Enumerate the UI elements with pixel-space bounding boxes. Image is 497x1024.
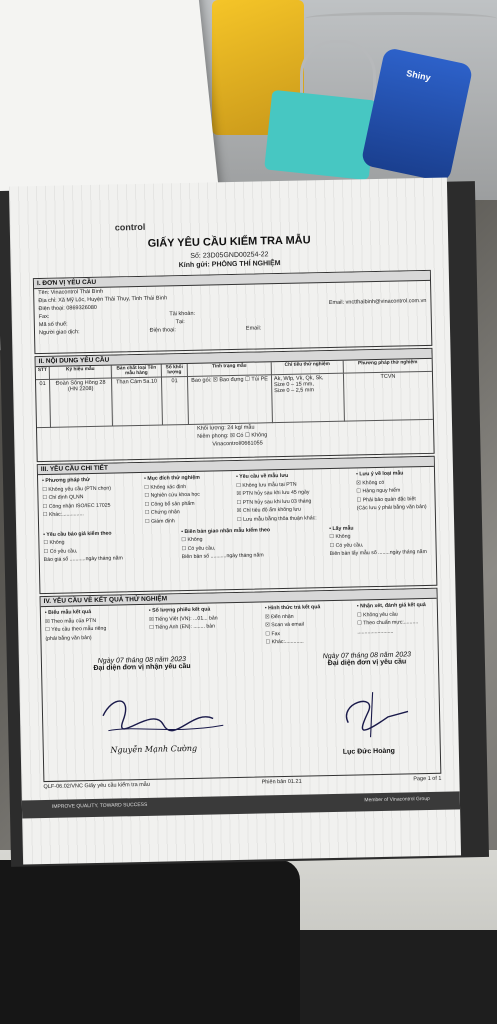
row-sample: Đoàn Sông Hồng 28 (HN 2208): [50, 379, 113, 428]
method-opt-4: ☐ Khác:...............: [42, 511, 84, 519]
handover-opt-1: ☐ Không: [181, 536, 203, 544]
copies-vn: ☒ Tiếng Việt (VN): ...01... bản: [148, 614, 218, 623]
dark-object: [0, 860, 300, 1024]
company-name: Tên: Vinacontrol Thái Bình: [38, 288, 104, 297]
purpose-title: • Mục đích thử nghiệm: [144, 474, 200, 482]
evaluation-opt-1: ☐ Không yêu cầu: [356, 611, 398, 619]
section-header: II. NỘI DUNG YÊU CẦU: [36, 349, 432, 367]
sampling-opt-2: ☐ Có yêu cầu,: [329, 542, 364, 549]
document-title: GIẤY YÊU CẦU KIỂM TRA MẪU: [147, 234, 311, 250]
sample-note-opt-4: (Các lưu ý phải bằng văn bản): [356, 504, 427, 512]
section-header: III. YÊU CẦU CHI TIẾT: [38, 457, 434, 475]
right-signer-name: Lục Đức Hoàng: [342, 747, 395, 756]
company-address: Địa chỉ: Xã Mỹ Lộc, Huyện Thái Thụy, Tỉnh Thái Bình: [38, 295, 168, 305]
row-tests: Ak, Wlp, Vk, Qk, Sk,: [273, 375, 324, 383]
right-sign-title: Đại diện đơn vị yêu cầu: [327, 658, 407, 668]
purpose-opt-2: ☐ Nghiên cứu khoa học: [144, 491, 200, 500]
evaluation-title: • Nhận xét, đánh giá kết quả: [356, 602, 426, 610]
left-signer-name: Nguyễn Mạnh Cường: [110, 743, 198, 755]
retention-opt-5: ☐ Lưu mẫu bằng thỏa thuận khác:: [236, 515, 317, 523]
sample-seal: Niêm phong: ☒ Có ☐ Không: [197, 432, 268, 440]
handover-number: Biên bản số ...........ngày tháng năm: [181, 552, 264, 561]
col-stt: STT: [36, 367, 50, 380]
sampling-opt-1: ☐ Không: [329, 533, 351, 541]
sampling-title: • Lấy mẫu: [329, 525, 354, 532]
request-form-document: [9, 177, 461, 864]
handover-opt-2: ☐ Có yêu cầu,: [181, 545, 216, 552]
section-requester: [33, 270, 433, 354]
col-tests: Chỉ tiêu thử nghiệm: [272, 361, 344, 376]
company-logo: control: [114, 221, 146, 233]
sample-note-opt-3: ☐ Phải bảo quản đặc biệt: [356, 495, 416, 504]
row-status: Bao gói: ☒ Bao đựng ☐ Túi PE: [188, 375, 273, 425]
method-opt-3: ☐ Công nhận ISO/IEC 17025: [42, 502, 111, 510]
quote-title: • Yêu cầu báo giá kiểm theo: [43, 530, 112, 538]
delivery-opt-3: ☐ Fax: [265, 630, 281, 638]
form-title: • Biểu mẫu kết quả: [44, 609, 92, 617]
company-bank: Tại:: [175, 319, 185, 326]
form-note: (phải bằng văn bản): [45, 634, 92, 642]
cable: [305, 12, 497, 25]
retention-opt-1: ☐ Không lưu mẫu tại PTN: [236, 481, 297, 489]
company-fax: Fax:: [38, 313, 50, 321]
form-opt-1: ☒ Theo mẫu của PTN: [45, 617, 97, 625]
row-qty: 01: [162, 377, 189, 426]
sample-code: Vinacontrol/0661055: [212, 440, 263, 448]
retention-opt-3: ☐ PTN hủy sau khi lưu 03 tháng: [236, 498, 312, 506]
method-opt-1: ☐ Không yêu cầu (PTN chọn): [42, 485, 112, 493]
contact-email: Email:: [245, 325, 262, 332]
sample-note-title: • Lưu ý về loại mẫu: [355, 470, 404, 478]
row-method: TCVN: [344, 372, 433, 422]
right-signature-mark: [327, 681, 418, 743]
col-method: Phương pháp thử nghiệm: [344, 359, 432, 374]
retention-opt-2: ☒ PTN hủy sau khi lưu 45 ngày: [236, 489, 310, 498]
handover-title: • Biên bản giao nhận mẫu kiểm theo: [181, 526, 271, 535]
row-size-1: Size 0 – 15 mm,: [274, 381, 314, 389]
member-text: Member of Vinacontrol Group: [364, 795, 430, 804]
sampling-number: Biên bản lấy mẫu số ........ngày tháng năm: [329, 549, 427, 558]
table-row: [36, 372, 433, 428]
footer-page: Page 1 of 1: [413, 775, 442, 783]
purpose-opt-1: ☐ Không xác định: [144, 483, 187, 491]
purpose-opt-3: ☐ Công bố sản phẩm: [144, 500, 195, 508]
copies-title: • Số lượng phiếu kết quả: [148, 606, 211, 614]
sample-note-opt-1: ☒ Không có: [356, 479, 385, 487]
footer-form-code: QLF-06.02/VNC Giấy yêu cầu kiểm tra mẫu: [43, 781, 150, 791]
right-sign-date: Ngày 07 tháng 08 năm 2023: [322, 651, 412, 661]
section-content: [35, 348, 435, 462]
purpose-opt-4: ☐ Chứng nhận: [144, 509, 180, 517]
quote-opt-1: ☐ Không: [43, 539, 65, 547]
purpose-opt-5: ☐ Giám định: [144, 518, 175, 525]
row-size-2: Size 0 – 2,5 mm: [274, 387, 315, 395]
binder-clip: [264, 90, 377, 181]
col-nature: Bản chất loại Tên mẫu hàng: [112, 365, 162, 379]
form-opt-2: ☐ Yêu cầu theo mẫu riêng: [45, 625, 107, 634]
section-header: IV. YÊU CẦU VỀ KẾT QUẢ THỬ NGHIỆM: [41, 589, 437, 607]
delivery-opt-4: ☐ Khác:.............: [265, 638, 304, 646]
quote-opt-2: ☐ Có yêu cầu,: [43, 548, 78, 555]
evaluation-opt-2: ☐ Theo chuẩn mực:..........: [357, 619, 419, 627]
company-phone: Điện thoại: 0869326080: [38, 304, 97, 313]
delivery-opt-2: ☒ Scan và email: [265, 621, 304, 629]
company-email: Email: vnctthaibinh@vinacontrol.com.vn: [328, 297, 427, 306]
row-stt: 01: [36, 380, 51, 428]
company-account: Tài khoản:: [169, 310, 196, 318]
left-signature-mark: [92, 683, 233, 746]
sample-note-opt-2: ☐ Hàng nguy hiểm: [356, 487, 401, 495]
delivery-opt-1: ☒ Đến nhận: [264, 613, 294, 620]
company-tax: Mã số thuế:: [38, 321, 68, 329]
col-status: Tình trạng mẫu: [188, 362, 272, 377]
col-quantity: Số khối lượng: [162, 364, 188, 378]
contact-phone: Điện thoại:: [149, 327, 176, 334]
row-nature: Than Cám 5a.10: [112, 377, 163, 426]
evaluation-line: .........................: [357, 628, 394, 636]
footer-version: Phiên bản 01.21: [261, 778, 302, 786]
retention-title: • Yêu cầu về mẫu lưu: [236, 472, 289, 480]
dark-object-2: [300, 930, 497, 1024]
section-results: [40, 588, 442, 782]
method-title: • Phương pháp thử: [42, 477, 90, 485]
slogan: IMPROVE QUALITY, TOWARD SUCCESS: [51, 801, 148, 810]
document-number: Số: 23D05GND00254-22: [190, 251, 269, 260]
retention-opt-4: ☒ Chỉ tiêu độ ẩm không lưu: [236, 506, 301, 515]
col-sample-code: Ký hiệu mẫu: [50, 366, 112, 380]
left-sign-title: Đại diện đơn vị nhận yêu cầu: [93, 662, 191, 672]
section-header: I. ĐƠN VỊ YÊU CẦU: [34, 271, 430, 289]
stamp-brand: Shiny: [405, 68, 432, 83]
contact-person: Người giao dịch:: [38, 329, 80, 337]
addressee: Kính gửi: PHÒNG THÍ NGHIỆM: [178, 259, 281, 270]
delivery-title: • Hình thức trả kết quả: [264, 604, 321, 612]
quote-number: Báo giá số ...........ngày tháng năm: [43, 555, 123, 564]
left-sign-date: Ngày 07 tháng 08 năm 2023: [97, 656, 187, 665]
copies-en: ☐ Tiếng Anh (EN): ........ bản: [149, 623, 216, 632]
method-opt-2: ☐ Chỉ định QLNN: [42, 494, 84, 502]
section-details: [37, 456, 438, 594]
slogan-bar: [22, 791, 460, 818]
sample-weight: Khối lượng: 24 kg/ mẫu: [196, 424, 255, 432]
